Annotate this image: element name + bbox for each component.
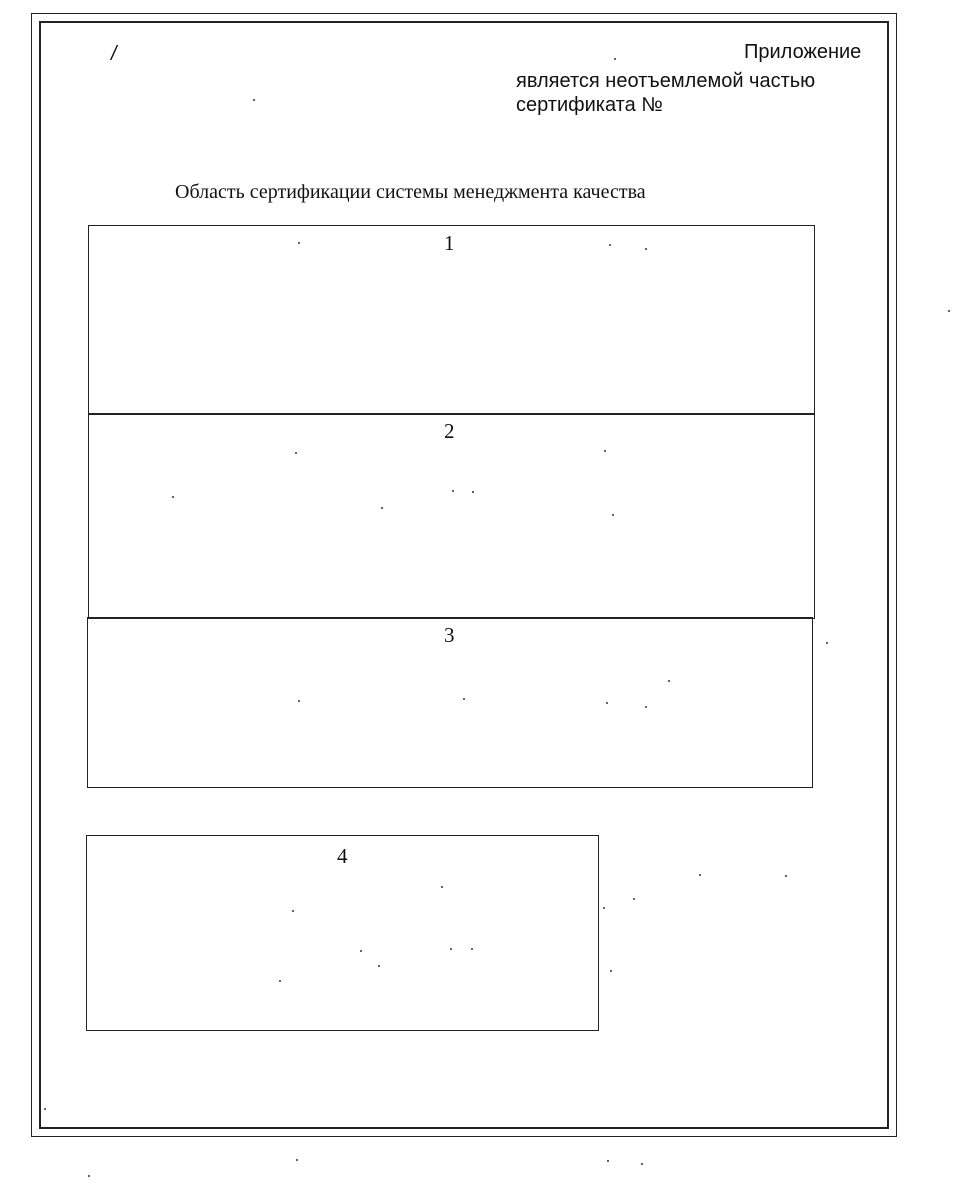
appendix-note-line-1: является неотъемлемой частью (516, 70, 816, 92)
scan-speck (292, 910, 294, 912)
scan-speck (279, 980, 281, 982)
scan-speck (645, 248, 647, 250)
scan-speck (441, 886, 443, 888)
scan-speck (826, 642, 828, 644)
section-number-2: 2 (444, 419, 455, 443)
scan-speck (296, 1159, 298, 1161)
scan-speck (668, 680, 670, 682)
scope-section-4 (86, 835, 599, 1031)
scope-section-2 (88, 413, 815, 619)
scan-speck (452, 490, 454, 492)
scan-speck (298, 242, 300, 244)
scan-speck (606, 702, 608, 704)
scan-speck (607, 1160, 609, 1162)
scan-speck (472, 491, 474, 493)
scan-speck (295, 452, 297, 454)
scan-speck (88, 1175, 90, 1177)
scan-speck (641, 1163, 643, 1165)
section-number-1: 1 (444, 231, 455, 255)
scan-speck (604, 450, 606, 452)
scan-speck (645, 706, 647, 708)
scan-speck (471, 948, 473, 950)
scan-speck (463, 698, 465, 700)
scan-speck (610, 970, 612, 972)
appendix-note-line-2: сертификата № (516, 94, 663, 116)
section-number-4: 4 (337, 844, 348, 868)
scan-speck (381, 507, 383, 509)
appendix-label: Приложение (744, 41, 862, 63)
scan-speck (253, 99, 255, 101)
scan-speck (298, 700, 300, 702)
scan-speck (360, 950, 362, 952)
scan-speck (614, 58, 616, 60)
scan-speck (44, 1108, 46, 1110)
scan-speck (633, 898, 635, 900)
scan-speck (699, 874, 701, 876)
scan-speck (603, 907, 605, 909)
scan-speck (612, 514, 614, 516)
scan-speck (450, 948, 452, 950)
scan-speck (378, 965, 380, 967)
section-number-3: 3 (444, 623, 455, 647)
scan-mark: / (111, 43, 117, 65)
scan-speck (785, 875, 787, 877)
scan-speck (609, 244, 611, 246)
scan-speck (172, 496, 174, 498)
scan-speck (948, 310, 950, 312)
scope-table (87, 225, 815, 788)
document-title: Область сертификации системы менеджмента качества (175, 181, 646, 203)
